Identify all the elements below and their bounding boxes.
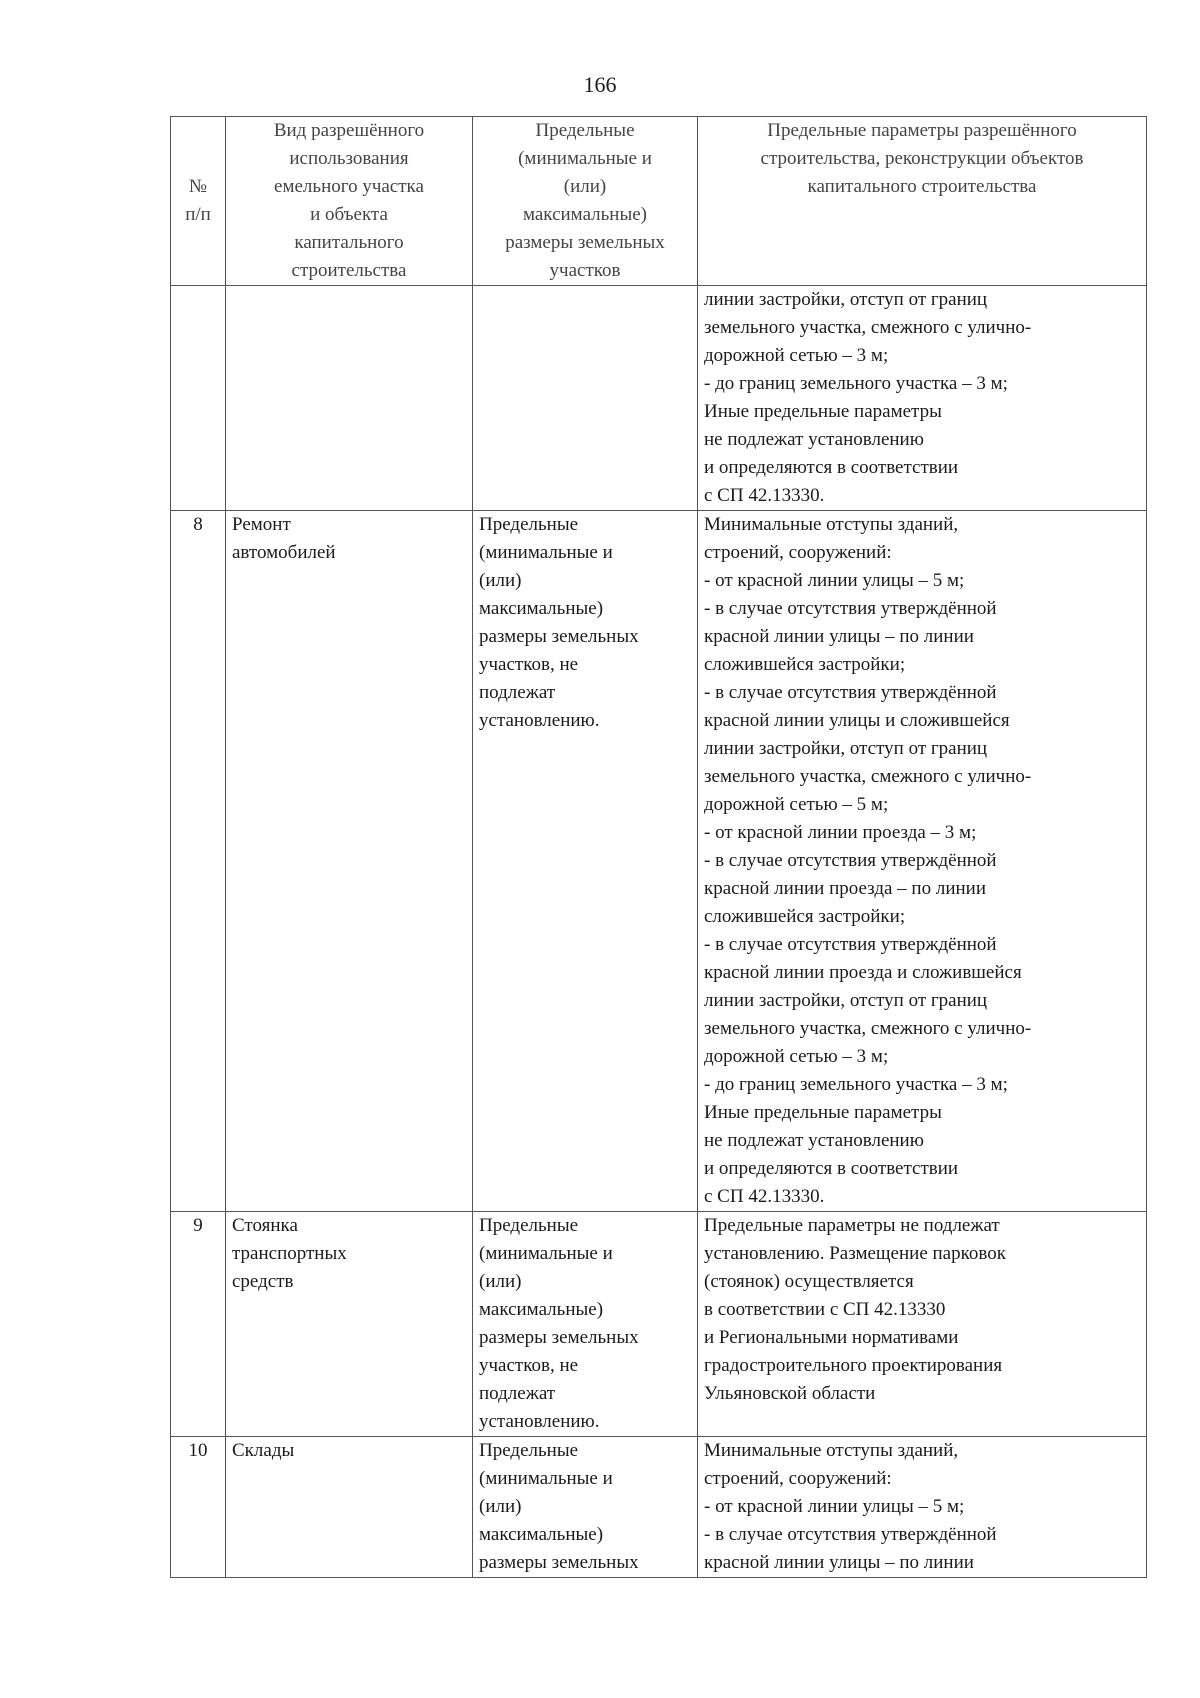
building-params-line: Иные предельные параметры: [704, 401, 942, 422]
building-params-line: и Региональными нормативами: [704, 1327, 959, 1348]
use-type-line: Ремонт: [232, 514, 291, 535]
plot-size-line: максимальные): [479, 598, 604, 619]
zoning-table: [170, 116, 1147, 1578]
plot-size-line: участков, не: [479, 654, 579, 675]
plot-size-line: Предельные: [479, 1440, 579, 1461]
building-params-line: - в случае отсутствия утверждённой: [704, 1524, 997, 1545]
use-type-cell: [226, 1437, 473, 1578]
plot-size-line: максимальные): [479, 1299, 604, 1320]
plot-size-line: размеры земельных: [479, 1327, 639, 1348]
plot-size-line: подлежат: [479, 1383, 556, 1404]
use-type-line: транспортных: [232, 1243, 347, 1264]
use-type-line: Склады: [232, 1440, 295, 1461]
building-params-line: и определяются в соответствии: [704, 1158, 959, 1179]
use-type-cell: [226, 511, 473, 1212]
header-building-params: Предельные параметры разрешённого строительства, реконструкции объектов капитального строительства: [698, 117, 1147, 286]
plot-size-line: максимальные): [479, 1524, 604, 1545]
plot-size-line: размеры земельных: [479, 1552, 639, 1573]
row-number-cell: [171, 286, 226, 511]
building-params-line: установлению. Размещение парковок: [704, 1243, 1006, 1264]
building-params-line: красной линии проезда – по линии: [704, 878, 986, 899]
building-params-line: сложившейся застройки;: [704, 906, 906, 927]
plot-size-line: установлению.: [479, 710, 600, 731]
building-params-line: Предельные параметры не подлежат: [704, 1215, 1000, 1236]
plot-size-line: (или): [479, 570, 522, 591]
building-params-line: - от красной линии улицы – 5 м;: [704, 570, 965, 591]
building-params-line: земельного участка, смежного с улично-: [704, 766, 1032, 787]
plot-size-line: (минимальные и: [479, 542, 613, 563]
building-params-line: - от красной линии улицы – 5 м;: [704, 1496, 965, 1517]
building-params-line: с СП 42.13330.: [704, 1186, 825, 1207]
plot-size-line: (или): [479, 1496, 522, 1517]
building-params-line: (стоянок) осуществляется: [704, 1271, 914, 1292]
building-params-line: красной линии улицы – по линии: [704, 626, 974, 647]
building-params-line: строений, сооружений:: [704, 542, 892, 563]
row-number-cell: 10: [171, 1437, 226, 1578]
building-params-line: Минимальные отступы зданий,: [704, 1440, 959, 1461]
table-row: [171, 511, 1147, 1212]
building-params-line: - до границ земельного участка – 3 м;: [704, 1074, 1008, 1095]
plot-size-line: установлению.: [479, 1411, 600, 1432]
building-params-line: и определяются в соответствии: [704, 457, 959, 478]
building-params-line: - в случае отсутствия утверждённой: [704, 850, 997, 871]
building-params-line: не подлежат установлению: [704, 429, 924, 450]
plot-size-line: (минимальные и: [479, 1243, 613, 1264]
plot-size-line: Предельные: [479, 514, 579, 535]
building-params-line: строений, сооружений:: [704, 1468, 892, 1489]
building-params-line: линии застройки, отступ от границ: [704, 289, 988, 310]
building-params-line: линии застройки, отступ от границ: [704, 738, 988, 759]
use-type-cell: [226, 1212, 473, 1437]
building-params-line: с СП 42.13330.: [704, 485, 825, 506]
header-num: № п/п: [171, 117, 226, 286]
row-number-cell: 9: [171, 1212, 226, 1437]
plot-size-cell: [473, 1437, 698, 1578]
building-params-cell: [698, 1212, 1147, 1437]
building-params-line: Минимальные отступы зданий,: [704, 514, 959, 535]
use-type-line: средств: [232, 1271, 294, 1292]
use-type-line: Стоянка: [232, 1215, 298, 1236]
building-params-line: Ульяновской области: [704, 1383, 876, 1404]
building-params-line: дорожной сетью – 3 м;: [704, 1046, 889, 1067]
page-number: 166: [583, 72, 617, 97]
building-params-cell: [698, 511, 1147, 1212]
plot-size-cell: [473, 1212, 698, 1437]
row-number-cell: 8: [171, 511, 226, 1212]
building-params-line: Иные предельные параметры: [704, 1102, 942, 1123]
use-type-line: автомобилей: [232, 542, 336, 563]
table-row: [171, 1437, 1147, 1578]
plot-size-cell: [473, 511, 698, 1212]
table-header-row: [171, 117, 1147, 286]
table-row: [171, 1212, 1147, 1437]
building-params-line: дорожной сетью – 5 м;: [704, 794, 889, 815]
use-type-cell: [226, 286, 473, 511]
building-params-line: красной линии улицы – по линии: [704, 1552, 974, 1573]
building-params-line: - от красной линии проезда – 3 м;: [704, 822, 977, 843]
building-params-line: дорожной сетью – 3 м;: [704, 345, 889, 366]
building-params-line: градостроительного проектирования: [704, 1355, 1003, 1376]
building-params-line: в соответствии с СП 42.13330: [704, 1299, 946, 1320]
plot-size-line: размеры земельных: [479, 626, 639, 647]
table-row: [171, 286, 1147, 511]
plot-size-line: подлежат: [479, 682, 556, 703]
building-params-line: - до границ земельного участка – 3 м;: [704, 373, 1008, 394]
building-params-line: земельного участка, смежного с улично-: [704, 317, 1032, 338]
building-params-line: красной линии улицы и сложившейся: [704, 710, 1010, 731]
plot-size-line: (или): [479, 1271, 522, 1292]
plot-size-line: (минимальные и: [479, 1468, 613, 1489]
building-params-line: красной линии проезда и сложившейся: [704, 962, 1022, 983]
header-plot-size: Предельные (минимальные и (или) максимальные) размеры земельных участков: [473, 117, 698, 286]
building-params-line: - в случае отсутствия утверждённой: [704, 598, 997, 619]
header-use-type: Вид разрешённого использования емельного участка и объекта капитального строительства: [226, 117, 473, 286]
building-params-line: сложившейся застройки;: [704, 654, 906, 675]
building-params-line: линии застройки, отступ от границ: [704, 990, 988, 1011]
table-body: [171, 286, 1147, 1578]
building-params-cell: [698, 1437, 1147, 1578]
plot-size-line: участков, не: [479, 1355, 579, 1376]
building-params-line: - в случае отсутствия утверждённой: [704, 934, 997, 955]
building-params-line: земельного участка, смежного с улично-: [704, 1018, 1032, 1039]
building-params-line: - в случае отсутствия утверждённой: [704, 682, 997, 703]
plot-size-line: Предельные: [479, 1215, 579, 1236]
building-params-line: не подлежат установлению: [704, 1130, 924, 1151]
building-params-cell: [698, 286, 1147, 511]
plot-size-cell: [473, 286, 698, 511]
